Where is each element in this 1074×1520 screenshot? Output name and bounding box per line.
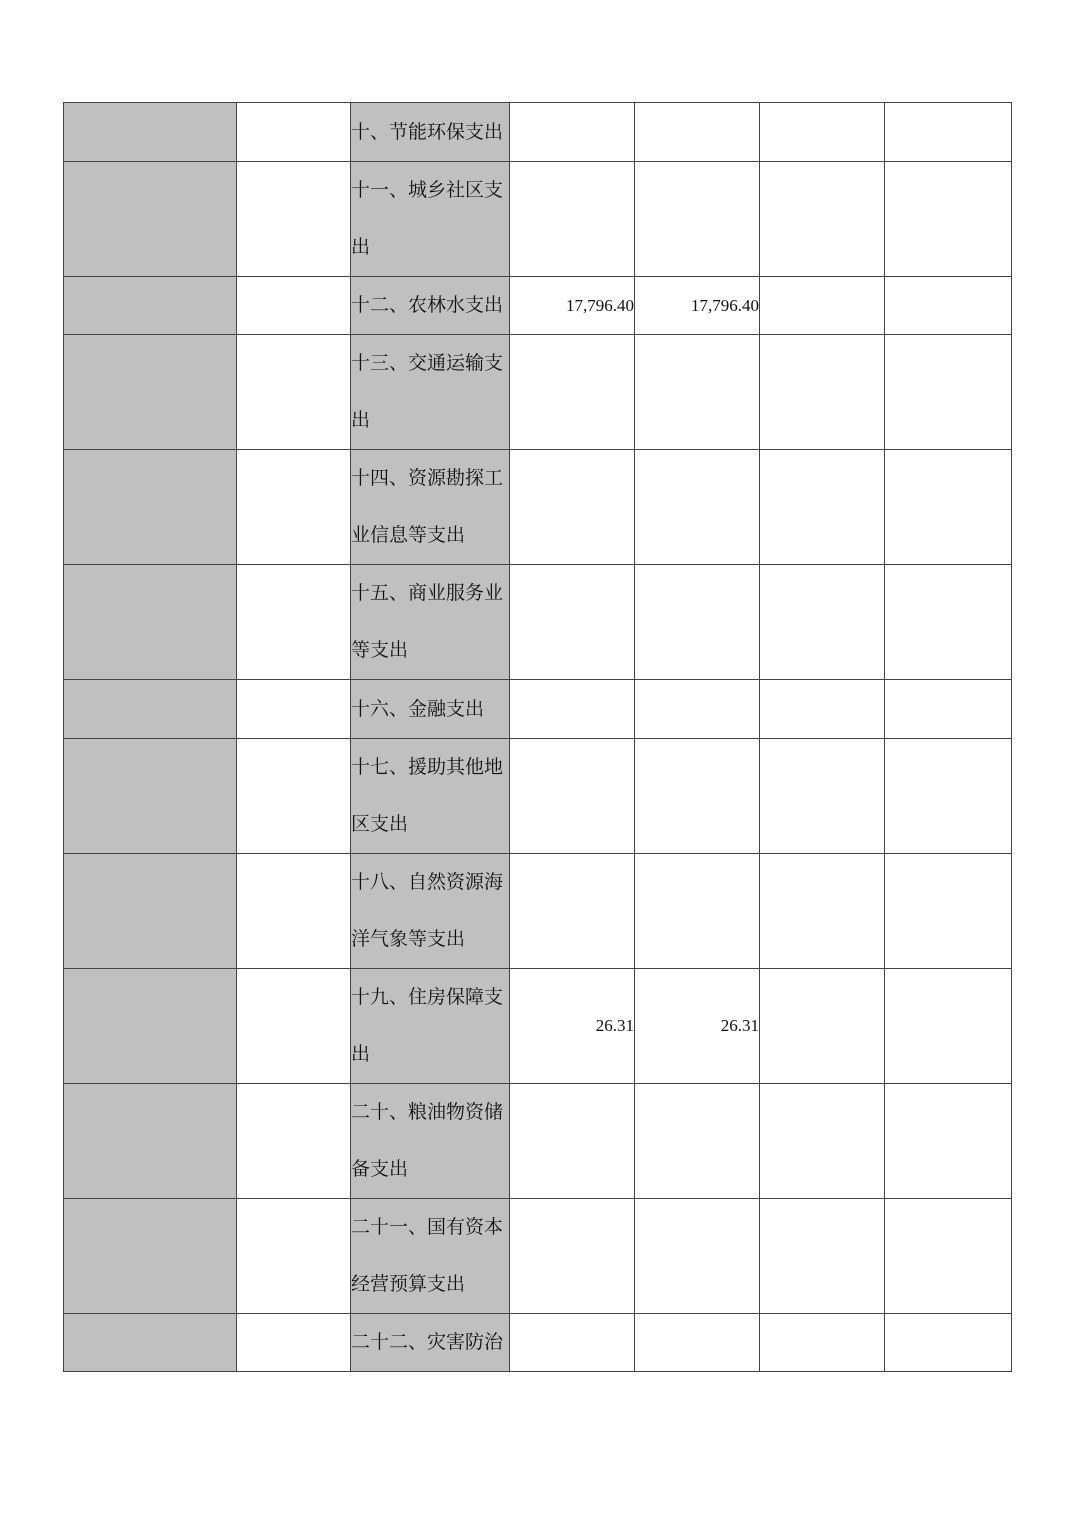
amount-cell-3 <box>760 739 885 854</box>
table-row <box>64 969 1012 1084</box>
amount-cell-2 <box>635 1199 760 1314</box>
amount-cell-4 <box>885 335 1012 450</box>
amount-cell-4 <box>885 277 1012 335</box>
amount-cell-4 <box>885 739 1012 854</box>
blank-cell <box>237 277 351 335</box>
table-row <box>64 739 1012 854</box>
amount-cell-4 <box>885 854 1012 969</box>
amount-cell-3 <box>760 277 885 335</box>
blank-cell <box>237 103 351 162</box>
amount-cell-2: 26.31 <box>635 969 760 1084</box>
amount-cell-4 <box>885 565 1012 680</box>
amount-cell-3 <box>760 680 885 739</box>
amount-cell-3 <box>760 854 885 969</box>
expenditure-item-label: 二十二、灾害防治 <box>351 1314 510 1372</box>
amount-cell-1: 26.31 <box>510 969 635 1084</box>
amount-cell-4 <box>885 680 1012 739</box>
amount-cell-2 <box>635 450 760 565</box>
expenditure-item-label: 十七、援助其他地区支出 <box>351 739 510 854</box>
table-row <box>64 565 1012 680</box>
table-row <box>64 162 1012 277</box>
table-row <box>64 1314 1012 1372</box>
budget-expenditure-table <box>63 102 1012 1372</box>
blank-gray-cell <box>64 565 237 680</box>
amount-cell-1 <box>510 1314 635 1372</box>
blank-gray-cell <box>64 1314 237 1372</box>
blank-gray-cell <box>64 162 237 277</box>
amount-cell-2 <box>635 1314 760 1372</box>
amount-cell-2 <box>635 739 760 854</box>
amount-cell-4 <box>885 450 1012 565</box>
blank-cell <box>237 854 351 969</box>
blank-gray-cell <box>64 739 237 854</box>
blank-gray-cell <box>64 103 237 162</box>
table-row <box>64 1084 1012 1199</box>
amount-cell-4 <box>885 162 1012 277</box>
blank-gray-cell <box>64 854 237 969</box>
amount-cell-4 <box>885 969 1012 1084</box>
amount-cell-3 <box>760 162 885 277</box>
blank-gray-cell <box>64 680 237 739</box>
expenditure-item-label: 十一、城乡社区支出 <box>351 162 510 277</box>
table-row <box>64 680 1012 739</box>
amount-cell-2 <box>635 162 760 277</box>
amount-cell-3 <box>760 565 885 680</box>
amount-cell-3 <box>760 1084 885 1199</box>
blank-gray-cell <box>64 450 237 565</box>
amount-cell-4 <box>885 1314 1012 1372</box>
expenditure-item-label: 十四、资源勘探工业信息等支出 <box>351 450 510 565</box>
table-row <box>64 335 1012 450</box>
expenditure-item-label: 十三、交通运输支出 <box>351 335 510 450</box>
blank-cell <box>237 1084 351 1199</box>
amount-cell-1 <box>510 854 635 969</box>
blank-cell <box>237 739 351 854</box>
blank-cell <box>237 450 351 565</box>
blank-gray-cell <box>64 335 237 450</box>
amount-cell-2 <box>635 103 760 162</box>
blank-cell <box>237 1199 351 1314</box>
amount-cell-1 <box>510 565 635 680</box>
table-row <box>64 854 1012 969</box>
amount-cell-4 <box>885 1084 1012 1199</box>
amount-cell-1 <box>510 162 635 277</box>
amount-cell-4 <box>885 103 1012 162</box>
blank-cell <box>237 565 351 680</box>
amount-cell-1 <box>510 450 635 565</box>
amount-cell-2 <box>635 335 760 450</box>
table-row <box>64 103 1012 162</box>
expenditure-item-label: 十九、住房保障支出 <box>351 969 510 1084</box>
expenditure-item-label: 十、节能环保支出 <box>351 103 510 162</box>
amount-cell-3 <box>760 1314 885 1372</box>
table-row <box>64 277 1012 335</box>
expenditure-item-label: 二十、粮油物资储备支出 <box>351 1084 510 1199</box>
blank-cell <box>237 162 351 277</box>
blank-cell <box>237 1314 351 1372</box>
amount-cell-1 <box>510 335 635 450</box>
table-row <box>64 1199 1012 1314</box>
amount-cell-2: 17,796.40 <box>635 277 760 335</box>
amount-cell-1 <box>510 103 635 162</box>
amount-cell-1 <box>510 1084 635 1199</box>
expenditure-item-label: 十八、自然资源海洋气象等支出 <box>351 854 510 969</box>
amount-cell-1 <box>510 680 635 739</box>
blank-gray-cell <box>64 1084 237 1199</box>
amount-cell-3 <box>760 969 885 1084</box>
amount-cell-3 <box>760 450 885 565</box>
blank-cell <box>237 680 351 739</box>
amount-cell-2 <box>635 854 760 969</box>
expenditure-item-label: 二十一、国有资本经营预算支出 <box>351 1199 510 1314</box>
amount-cell-3 <box>760 335 885 450</box>
blank-cell <box>237 969 351 1084</box>
expenditure-item-label: 十五、商业服务业等支出 <box>351 565 510 680</box>
blank-gray-cell <box>64 1199 237 1314</box>
amount-cell-1: 17,796.40 <box>510 277 635 335</box>
blank-gray-cell <box>64 969 237 1084</box>
blank-gray-cell <box>64 277 237 335</box>
amount-cell-2 <box>635 1084 760 1199</box>
amount-cell-2 <box>635 565 760 680</box>
amount-cell-1 <box>510 1199 635 1314</box>
blank-cell <box>237 335 351 450</box>
expenditure-item-label: 十六、金融支出 <box>351 680 510 739</box>
expenditure-item-label: 十二、农林水支出 <box>351 277 510 335</box>
table-row <box>64 450 1012 565</box>
amount-cell-3 <box>760 1199 885 1314</box>
amount-cell-3 <box>760 103 885 162</box>
amount-cell-2 <box>635 680 760 739</box>
amount-cell-4 <box>885 1199 1012 1314</box>
amount-cell-1 <box>510 739 635 854</box>
